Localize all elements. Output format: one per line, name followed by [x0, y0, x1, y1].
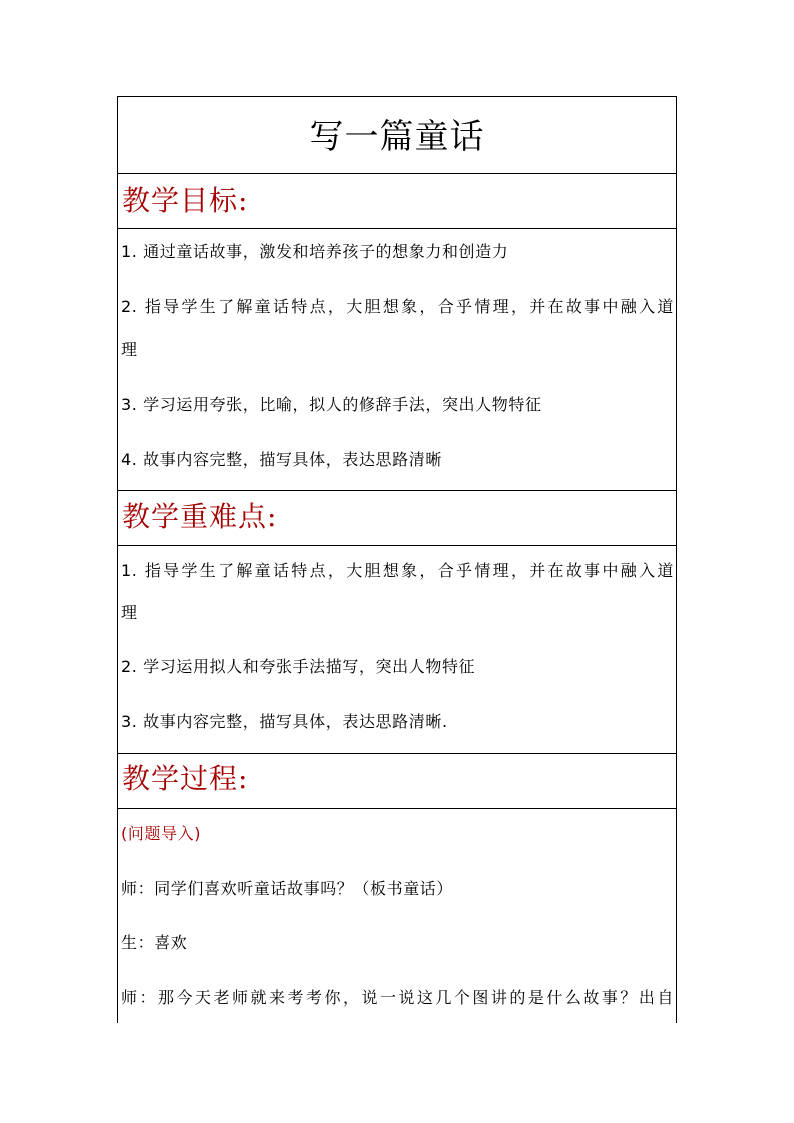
row-divider	[118, 545, 676, 546]
key-point-item: 2. 学习运用拟人和夸张手法描写，突出人物特征	[121, 657, 476, 676]
row-divider	[118, 173, 676, 174]
objective-item: 2. 指导学生了解童话特点，大胆想象，合乎情理，并在故事中融入道	[121, 297, 674, 316]
process-item: 师：那今天老师就来考考你，说一说这几个图讲的是什么故事？出自	[121, 988, 674, 1007]
objective-item-continued: 理	[121, 340, 138, 359]
process-item: 师：同学们喜欢听童话故事吗？（板书童话）	[121, 879, 454, 898]
process-item: 生：喜欢	[121, 933, 188, 952]
key-point-item: 1. 指导学生了解童话特点，大胆想象，合乎情理，并在故事中融入道	[121, 561, 674, 580]
objectives-heading: 教学目标:	[122, 184, 249, 217]
process-heading: 教学过程:	[122, 762, 249, 795]
objective-item: 3. 学习运用夸张，比喻，拟人的修辞手法，突出人物特征	[121, 395, 542, 414]
lesson-plan-table	[117, 96, 677, 1023]
key-point-item-continued: 理	[121, 603, 138, 622]
row-divider	[118, 808, 676, 809]
key-points-heading: 教学重难点:	[122, 500, 278, 533]
row-divider	[118, 490, 676, 491]
document-title: 写一篇童话	[309, 117, 485, 157]
objective-item: 1. 通过童话故事，激发和培养孩子的想象力和创造力	[121, 242, 509, 261]
objective-item: 4. 故事内容完整，描写具体，表达思路清晰	[121, 450, 442, 469]
row-divider	[118, 228, 676, 229]
process-item: (问题导入)	[121, 824, 202, 843]
key-point-item: 3. 故事内容完整，描写具体，表达思路清晰.	[121, 712, 448, 731]
row-divider	[118, 753, 676, 754]
